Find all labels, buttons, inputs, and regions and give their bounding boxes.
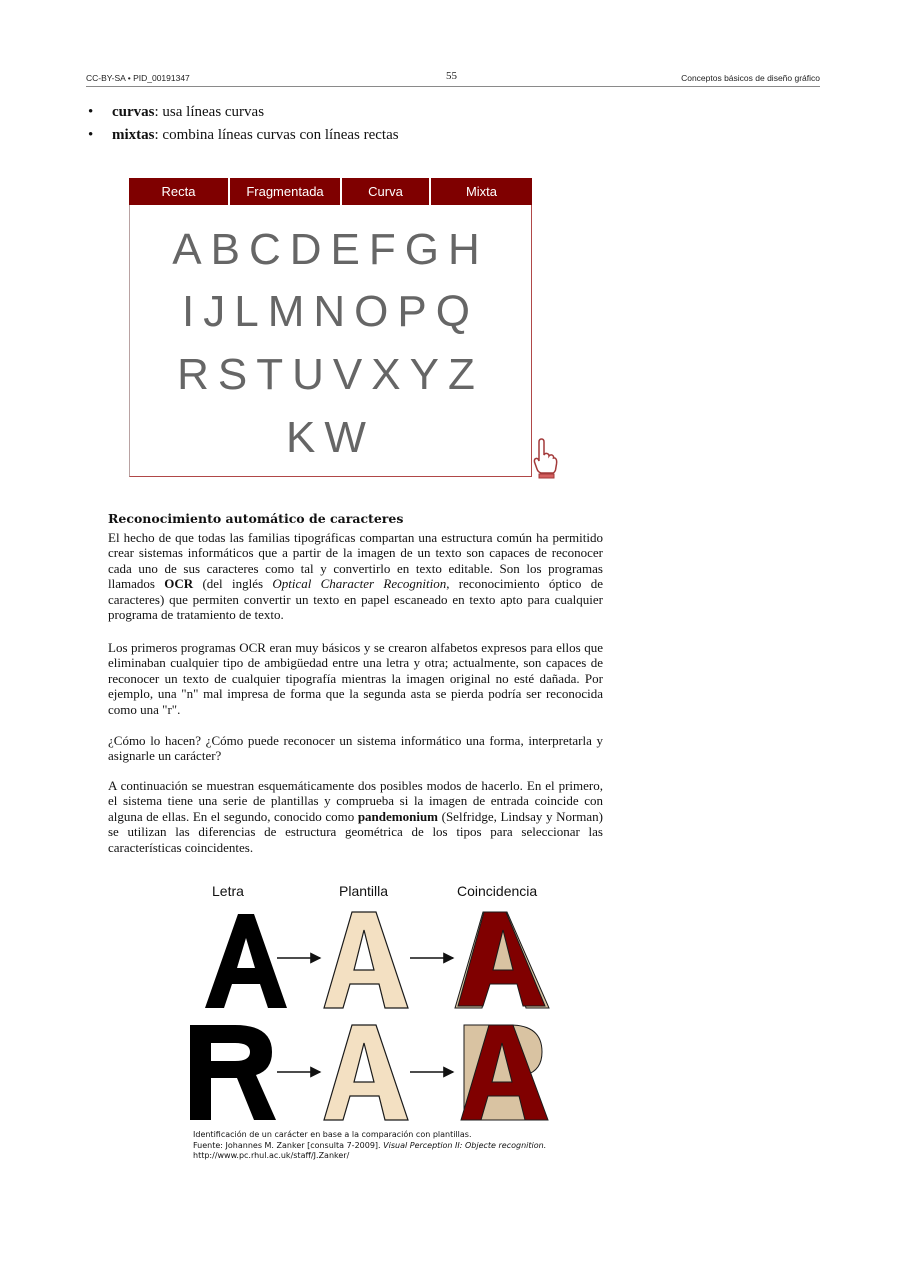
alphabet-row: RSTUVXYZ bbox=[177, 350, 484, 399]
list-item bbox=[88, 104, 399, 127]
caption-source bbox=[193, 1141, 546, 1152]
list-item bbox=[88, 127, 399, 150]
text: , reconocimiento óptico de caracteres) que permiten convertir un texto en papel escaneado en texto apto para cualquier programa de tratamiento de texto. bbox=[108, 576, 603, 623]
text: A continuación se muestran esquemáticamente dos posibles modos de hacerlo. En el primero, el sistema tiene una serie de plantillas y comprueba si la imagen de entrada coincide con alguna de ellas. En el segundo, conocido como bbox=[108, 778, 603, 824]
match-letter-a bbox=[455, 912, 549, 1008]
paragraph-1 bbox=[108, 530, 603, 622]
italic-text: Visual Perception II: Objecte recognition. bbox=[383, 1140, 547, 1150]
tab-fragmentada[interactable]: Fragmentada bbox=[230, 178, 342, 205]
tab-mixta[interactable]: Mixta bbox=[431, 178, 532, 205]
text: (Selfridge, Lindsay y Norman) se utilizan las diferencias de estructura geométrica de los tipos para seleccionar las características coincidentes. bbox=[108, 808, 603, 855]
column-label-letra: Letra bbox=[212, 883, 244, 899]
input-letter-r bbox=[190, 1025, 276, 1120]
caption-line: Identificación de un carácter en base a la comparación con plantillas. bbox=[193, 1130, 472, 1139]
alphabet-row: ABCDEFGH bbox=[172, 225, 489, 274]
section-title: Reconocimiento automático de caracteres bbox=[108, 511, 404, 526]
bullet-icon: • bbox=[88, 104, 94, 120]
alphabet-figure bbox=[129, 178, 532, 478]
alphabet-panel bbox=[129, 205, 532, 477]
tab-recta[interactable]: Recta bbox=[129, 178, 230, 205]
bold-text: OCR bbox=[164, 576, 194, 592]
template-matching-diagram bbox=[180, 880, 560, 1130]
paragraph-4 bbox=[108, 778, 603, 855]
bullet-icon: • bbox=[88, 127, 94, 143]
bullet-list bbox=[88, 104, 399, 150]
italic-text: Optical Character Recognition bbox=[272, 576, 447, 592]
paragraph-3: ¿Cómo lo hacen? ¿Cómo puede reconocer un sistema informático una forma, interpretarla y asignarle un carácter? bbox=[108, 733, 603, 764]
template-letter-a bbox=[324, 1025, 408, 1120]
page-number: 55 bbox=[446, 70, 457, 82]
column-label-plantilla: Plantilla bbox=[339, 883, 389, 899]
alphabet-tab-bar bbox=[129, 178, 532, 205]
paragraph-2: Los primeros programas OCR eran muy básicos y se crearon alfabetos expresos para ellos que eliminaban cualquier tipo de ambigüedad entre una letra y otra; actualmente, son capaces de reconocer un texto de cualquier tipografía mientras la imagen original no esté dañada. Por ejemplo, una "n" mal impresa de forma que la segunda asta se pierda podría ser reconocida como una "r". bbox=[108, 640, 603, 717]
chapter-title: Conceptos básicos de diseño gráfico bbox=[681, 73, 820, 83]
input-letter-a bbox=[205, 914, 287, 1008]
pointing-hand-icon[interactable] bbox=[532, 438, 558, 480]
bullet-text: : combina líneas curvas con líneas rectas bbox=[154, 127, 399, 143]
mismatch-overlay-r-a bbox=[461, 1025, 548, 1120]
alphabet-row: KW bbox=[286, 413, 375, 462]
bullet-term: mixtas bbox=[112, 127, 155, 143]
figure-caption bbox=[193, 1130, 546, 1162]
alphabet-row: IJLMNOPQ bbox=[182, 287, 479, 336]
bullet-text: : usa líneas curvas bbox=[154, 104, 265, 120]
text: (del inglés bbox=[193, 576, 273, 592]
tab-curva[interactable]: Curva bbox=[342, 178, 431, 205]
text: El hecho de que todas las familias tipográficas compartan una estructura común ha permitido crear sistemas informáticos que a partir de la imagen de un texto son capaces de reconocer cada uno de sus caracteres como tal y convertirlo en texto editable. Son los programas llamados bbox=[108, 530, 603, 592]
license-id: CC-BY-SA • PID_00191347 bbox=[86, 73, 190, 83]
bold-text: pandemonium bbox=[357, 808, 439, 824]
column-label-coincidencia: Coincidencia bbox=[457, 883, 538, 899]
running-header bbox=[86, 70, 820, 87]
caption-link[interactable]: http://www.pc.rhul.ac.uk/staff/J.Zanker/ bbox=[193, 1151, 350, 1160]
template-matching-figure bbox=[180, 880, 560, 1130]
text: Fuente: Johannes M. Zanker [consulta 7-2009]. bbox=[193, 1140, 384, 1150]
template-letter-a bbox=[324, 912, 408, 1008]
bullet-term: curvas bbox=[112, 104, 155, 120]
